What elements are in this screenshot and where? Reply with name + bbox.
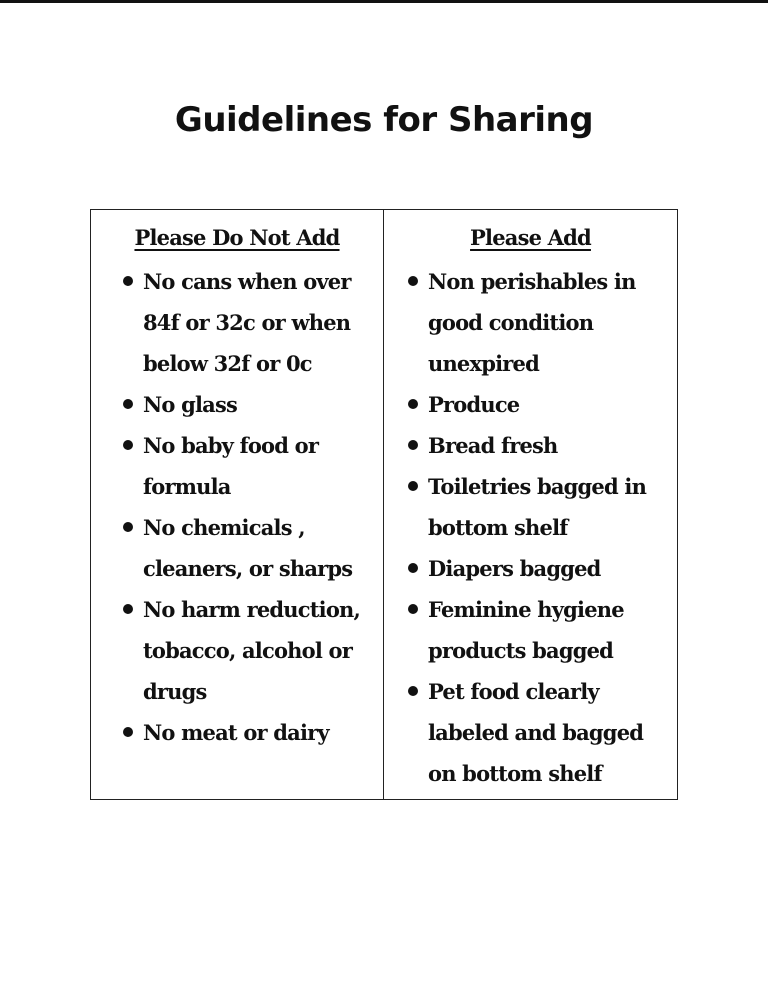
list-item (408, 671, 676, 794)
list-item (408, 261, 676, 384)
list-item-line: tobacco, alcohol or (143, 638, 353, 663)
list-item (408, 425, 676, 466)
list-item-line: formula (143, 474, 231, 499)
list-item (123, 712, 383, 753)
list-item-line: drugs (143, 679, 207, 704)
list-item-line: Toiletries bagged in (428, 474, 647, 499)
do-not-add-header: Please Do Not Add (134, 225, 340, 250)
list-item-line: Non perishables in (428, 269, 636, 294)
list-item (123, 261, 383, 384)
do-not-add-list (123, 261, 383, 753)
list-item-line: No harm reduction, (143, 597, 361, 622)
bullet-icon (408, 686, 418, 696)
page-title: Guidelines for Sharing (174, 100, 594, 140)
guidelines-table (90, 209, 678, 800)
list-item-line: good condition (428, 310, 594, 335)
list-item-line: Pet food clearly (428, 679, 599, 704)
list-item-line: Bread fresh (428, 433, 558, 458)
list-item-line: on bottom shelf (428, 761, 602, 786)
list-item-line: bottom shelf (428, 515, 568, 540)
bullet-icon (408, 604, 418, 614)
list-item (408, 384, 676, 425)
list-item (123, 384, 383, 425)
list-item-line: No chemicals , (143, 515, 305, 540)
top-border-rule (0, 0, 768, 3)
list-item-line: below 32f or 0c (143, 351, 312, 376)
please-add-list (408, 261, 676, 794)
bullet-icon (123, 276, 133, 286)
list-item-line: Produce (428, 392, 520, 417)
list-item-line: cleaners, or sharps (143, 556, 353, 581)
list-item-line: Diapers bagged (428, 556, 601, 581)
bullet-icon (123, 727, 133, 737)
list-item-line: labeled and bagged (428, 720, 644, 745)
list-item (123, 425, 383, 507)
do-not-add-column (91, 210, 384, 799)
list-item (408, 589, 676, 671)
please-add-column (384, 210, 677, 799)
list-item-line: No meat or dairy (143, 720, 329, 745)
bullet-icon (408, 440, 418, 450)
list-item (123, 507, 383, 589)
bullet-icon (123, 440, 133, 450)
bullet-icon (408, 399, 418, 409)
bullet-icon (408, 563, 418, 573)
bullet-icon (123, 522, 133, 532)
list-item (123, 589, 383, 712)
bullet-icon (408, 481, 418, 491)
bullet-icon (123, 604, 133, 614)
list-item-line: unexpired (428, 351, 539, 376)
list-item-line: No cans when over (143, 269, 351, 294)
bullet-icon (123, 399, 133, 409)
please-add-header: Please Add (470, 225, 591, 250)
list-item-line: Feminine hygiene (428, 597, 624, 622)
list-item (408, 548, 676, 589)
list-item-line: products bagged (428, 638, 614, 663)
list-item-line: No baby food or (143, 433, 319, 458)
list-item-line: 84f or 32c or when (143, 310, 351, 335)
list-item-line: No glass (143, 392, 238, 417)
bullet-icon (408, 276, 418, 286)
list-item (408, 466, 676, 548)
